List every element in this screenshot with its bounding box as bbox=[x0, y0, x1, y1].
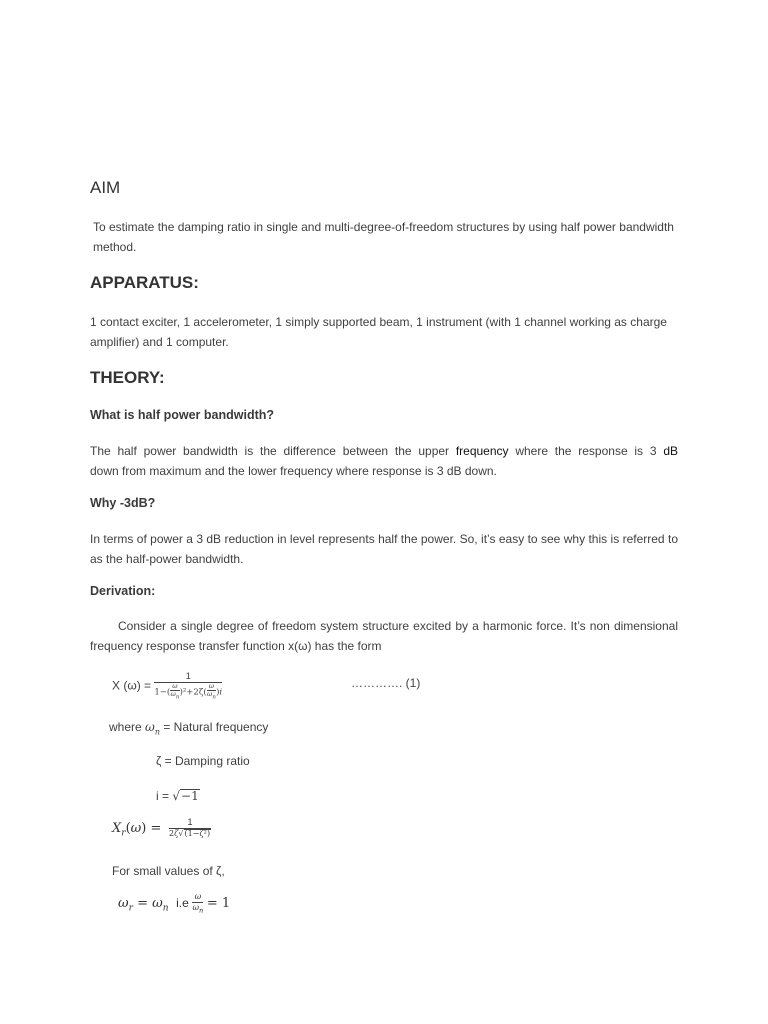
question-minus-3db: Why -3dB? bbox=[90, 496, 156, 510]
zeta-definition: ζ = Damping ratio bbox=[156, 754, 250, 768]
half-power-paragraph-end: down from maximum and the lower frequency where response is 3 dB down. bbox=[90, 464, 497, 478]
equation-number: …………. (1) bbox=[351, 676, 421, 690]
where-omega-n: where $\omega_n$ = Natural frequency bbox=[109, 720, 269, 737]
question-half-power: What is half power bandwidth? bbox=[90, 408, 275, 422]
frequency-link[interactable]: frequency bbox=[455, 444, 509, 458]
minus-3db-paragraph: In terms of power a 3 dB reduction in level represents half the power. So, it’s easy to see why this is referred to as the half-power bandwidth. bbox=[90, 532, 678, 566]
i-definition: i = √−1 bbox=[156, 789, 199, 803]
aim-heading: AIM bbox=[90, 178, 121, 197]
equation-1: X (ω) = 1 1−( $\frac{\omega}{\omega_n}$ )²+2ζ( $\frac{\omega}{\omega_n}$ )i bbox=[112, 671, 223, 701]
theory-heading: THEORY: bbox=[90, 368, 165, 387]
equation-xr: $X_r(\omega)$ = $\frac{1}{\text{2ζ√(1−ζ²)}}$ bbox=[112, 817, 211, 839]
aim-text: To estimate the damping ratio in single and multi-degree-of-freedom structures by using half power bandwidth method. bbox=[93, 220, 674, 254]
derivation-paragraph: Consider a single degree of freedom system structure excited by a harmonic force. It’s non dimensional frequency response transfer function x(ω) has the form bbox=[90, 619, 678, 653]
small-values-text: For small values of ζ, bbox=[112, 864, 225, 878]
apparatus-text: 1 contact exciter, 1 accelerometer, 1 simply supported beam, 1 instrument (with 1 channel working as charge amplifier) and 1 computer. bbox=[90, 315, 667, 349]
derivation-heading: Derivation: bbox=[90, 584, 156, 598]
equation-resonance: $\omega_r = \omega_n$ i.e $\frac{\omega}{\omega_n}$ = 1 bbox=[118, 892, 231, 915]
half-power-paragraph: The half power bandwidth is the difference between the upper frequency where the response is 3 dB bbox=[90, 444, 678, 458]
apparatus-heading: APPARATUS: bbox=[90, 273, 199, 292]
